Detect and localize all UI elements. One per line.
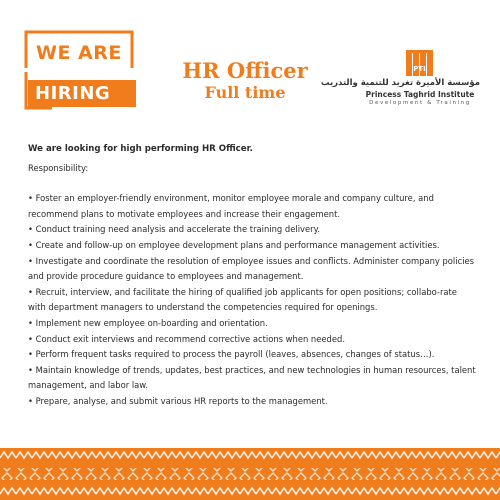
- job-title: HR Officer: [182, 58, 308, 83]
- logo-english-name: Princess Taghrid Institute: [365, 90, 475, 99]
- badge-we-are: WE ARE: [36, 42, 122, 64]
- footer-pattern: [0, 448, 500, 500]
- hiring-badge: [22, 28, 140, 112]
- job-type: Full time: [204, 83, 286, 102]
- pti-logo-icon: [406, 50, 436, 78]
- duty-item: • Investigate and coordinate the resolution of employee issues and conflicts. Administer company policies and provide procedure guidance to employees and management.: [28, 255, 475, 282]
- institute-logo: [320, 50, 486, 112]
- duty-item: • Maintain knowledge of trends, updates, best practices, and new technologies in human resources, talent management, and labor law.: [28, 364, 476, 391]
- duty-item: • Implement new employee on-boarding and orientation.: [28, 317, 268, 328]
- duty-item: • Create and follow-up on employee development plans and performance management activities.: [28, 239, 440, 250]
- decorative-footer: [0, 448, 500, 500]
- duty-item: • Prepare, analyse, and submit various HR reports to the management.: [28, 395, 328, 406]
- intro-text: We are looking for high performing HR Officer.: [28, 144, 253, 154]
- logo-english-subtitle: Development & Training: [369, 100, 471, 106]
- duty-item: • Perform frequent tasks required to process the payroll (leaves, absences, changes of status…).: [28, 349, 435, 360]
- duty-item: • Recruit, interview, and facilitate the hiring of qualified job applicants for open positions; collabo-rate with department managers to understand the competencies required for openings.: [28, 286, 457, 313]
- duty-item: • Foster an employer-friendly environment, monitor employee morale and company culture, and recommend plans to motivate employees and increase their engagement.: [28, 193, 434, 219]
- job-description: [28, 142, 476, 410]
- logo-arabic-name: مؤسسة الأميرة تغريد للتنمية والتدريب: [320, 78, 480, 88]
- badge-hiring: HIRING: [28, 80, 136, 107]
- duty-item: • Conduct exit interviews and recommend corrective actions when needed.: [28, 333, 345, 344]
- duty-item: • Conduct training need analysis and accelerate the training delivery.: [28, 224, 321, 235]
- responsibility-label: Responsibility:: [28, 162, 89, 173]
- logo-mark-text: PTI: [413, 65, 426, 73]
